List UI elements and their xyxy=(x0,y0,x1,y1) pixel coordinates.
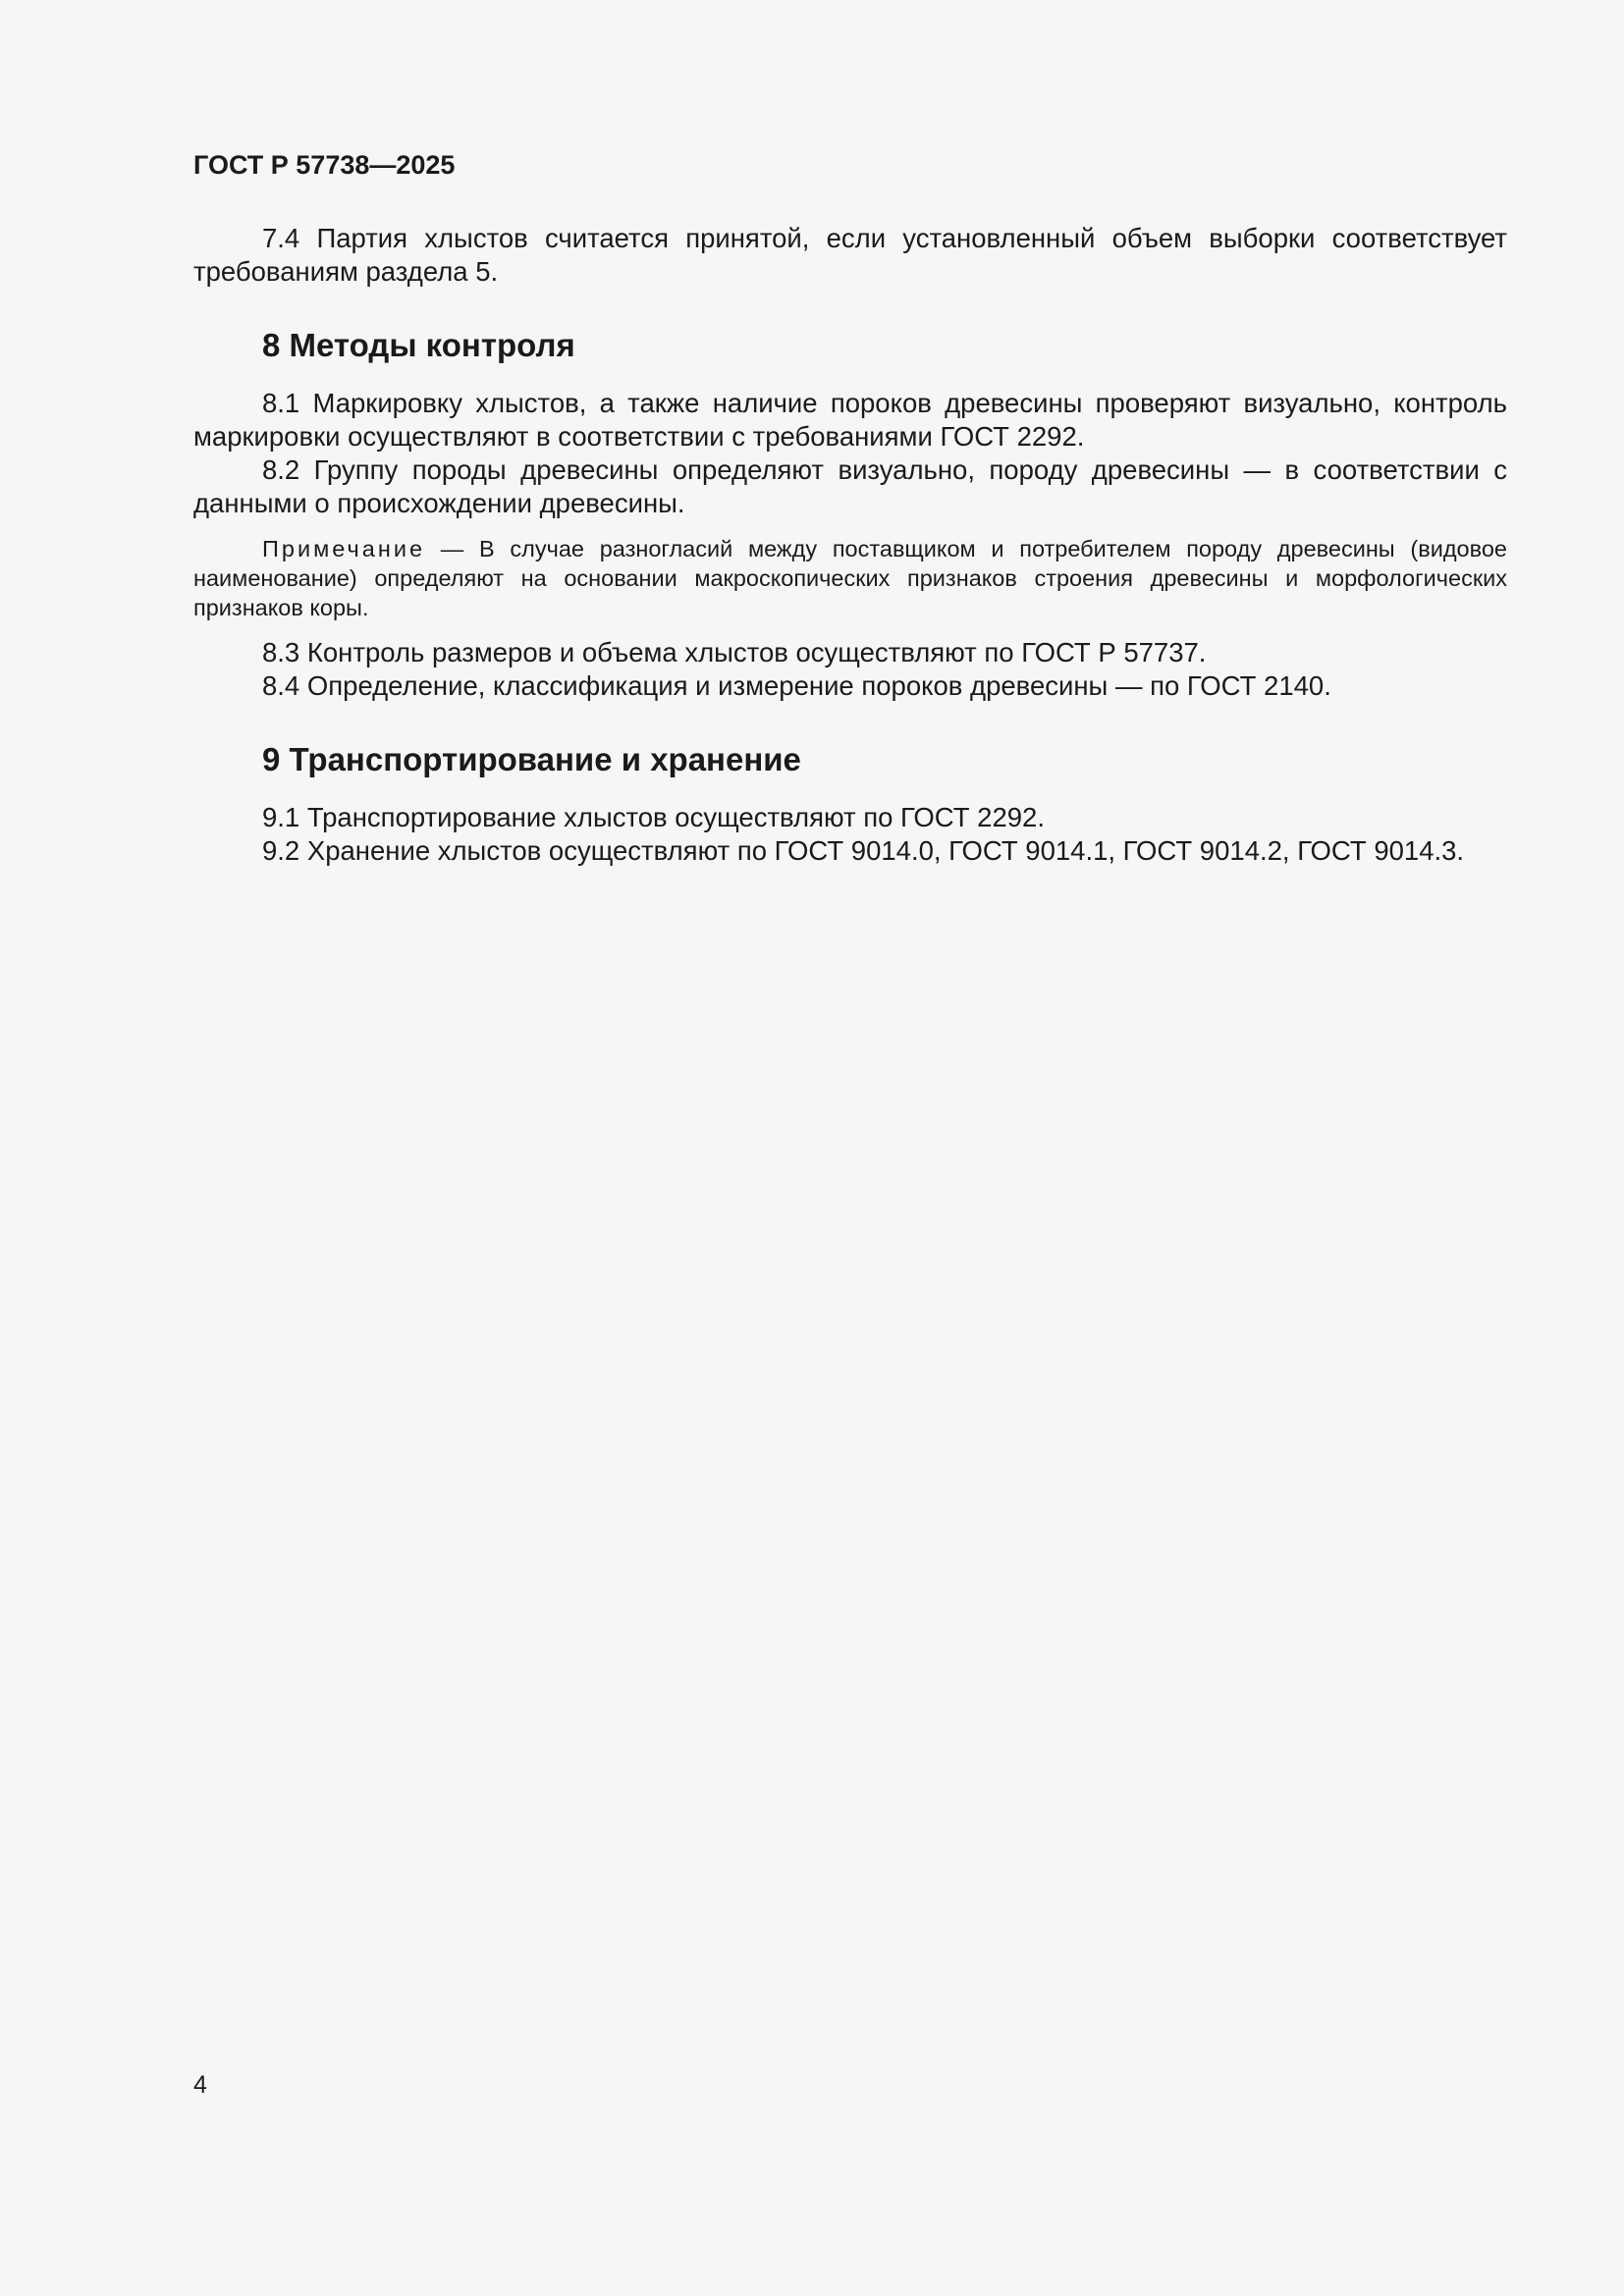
paragraph-8-4: 8.4 Определение, классификация и измерение пороков древесины — по ГОСТ 2140. xyxy=(262,670,1331,701)
paragraph-8-1: 8.1 Маркировку хлыстов, а также наличие пороков древесины проверяют визуально, контроль маркировки осуществляют в соответствии с требованиями ГОСТ 2292. xyxy=(193,388,1507,452)
paragraph-9-1: 9.1 Транспортирование хлыстов осуществляют по ГОСТ 2292. xyxy=(262,802,1045,832)
note-label: Примечание xyxy=(262,536,426,561)
note-paragraph xyxy=(193,534,1507,622)
document-body xyxy=(193,222,1507,868)
note-text: — В случае разногласий между поставщиком и потребителем породу древесины (видовое наименование) определяют на основании макроскопических признаков строения древесины и морфологических признаков коры. xyxy=(193,536,1507,620)
paragraph-9-2: 9.2 Хранение хлыстов осуществляют по ГОСТ 9014.0, ГОСТ 9014.1, ГОСТ 9014.2, ГОСТ 9014.3. xyxy=(262,835,1465,866)
page-number: 4 xyxy=(193,2071,207,2099)
paragraph-8-3: 8.3 Контроль размеров и объема хлыстов осуществляют по ГОСТ Р 57737. xyxy=(262,637,1207,667)
paragraph-7-4: 7.4 Партия хлыстов считается принятой, если установленный объем выборки соответствует требованиям раздела 5. xyxy=(193,223,1507,287)
document-page xyxy=(193,0,1507,2296)
section-9-heading: 9 Транспортирование и хранение xyxy=(262,741,801,777)
document-code-header: ГОСТ Р 57738—2025 xyxy=(193,150,456,180)
paragraph-8-2: 8.2 Группу породы древесины определяют визуально, породу древесины — в соответствии с данными о происхождении древесины. xyxy=(193,454,1507,518)
section-8-heading: 8 Методы контроля xyxy=(262,327,575,363)
